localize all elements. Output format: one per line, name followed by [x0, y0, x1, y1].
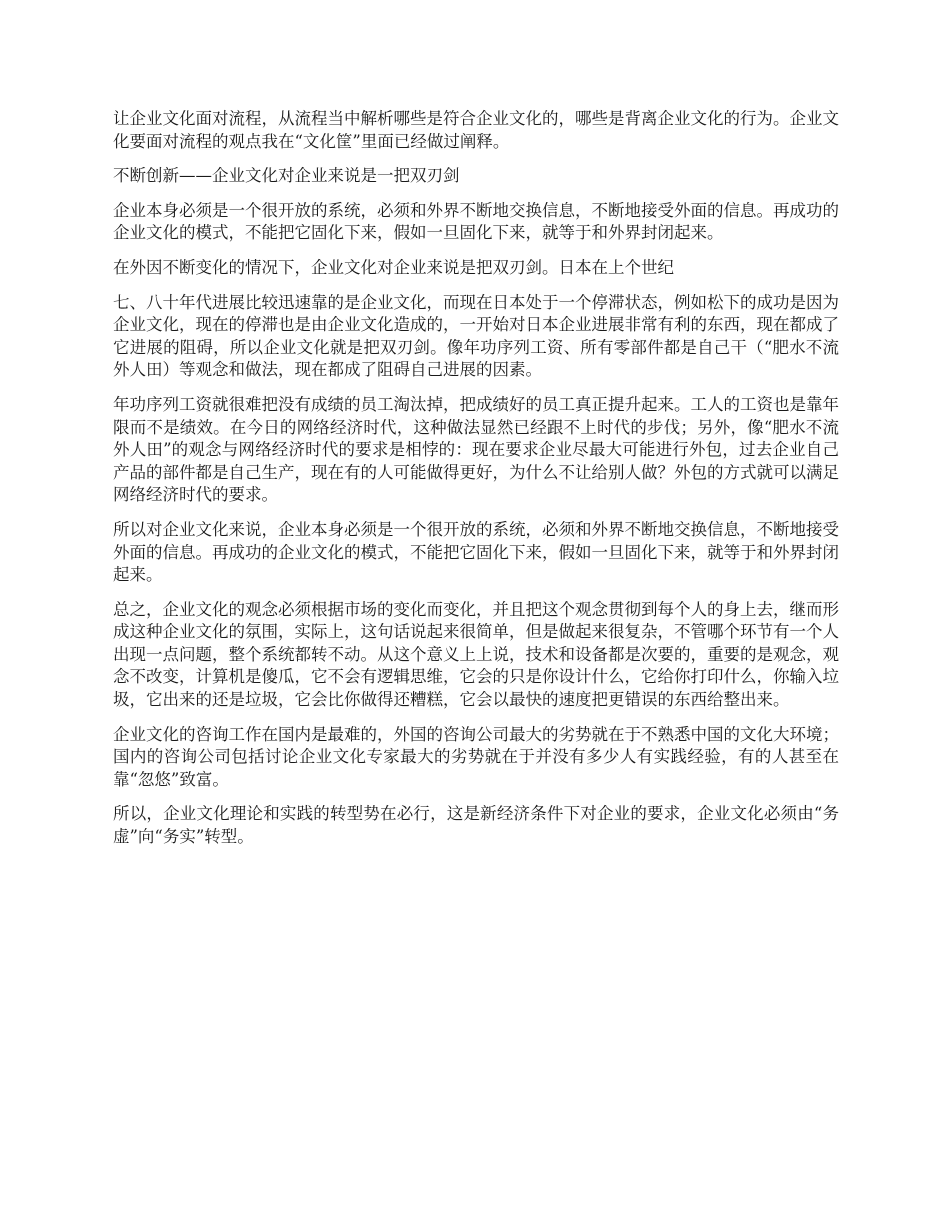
paragraph-open-system-repeat: 所以对企业文化来说，企业本身必须是一个很开放的系统，必须和外界不断地交换信息，不断地接受外面的信息。再成功的企业文化的模式，不能把它固化下来，假如一旦固化下来，就等于和外界封闭起来。	[113, 519, 839, 585]
section-heading-innovation: 不断创新——企业文化对企业来说是一把双刃剑	[113, 166, 460, 186]
paragraph-conclusion-concept: 总之，企业文化的观念必须根据市场的变化而变化，并且把这个观念贯彻到每个人的身上去，继而形成这种企业文化的氛围，实际上，这句话说起来很简单，但是做起来很复杂，不管哪个环节有一个人出现一点问题，整个系统都转不动。从这个意义上上说，技术和设备都是次要的，重要的是观念，观念不改变，计算机是傻瓜，它不会有逻辑思维，它会的只是你设计什么，它给你打印什么，你输入垃圾，它出来的还是垃圾，它会比你做得还糟糕，它会以最快的速度把更错误的东西给整出来。	[113, 599, 839, 710]
paragraph-double-edged-sword: 在外因不断变化的情况下，企业文化对企业来说是把双刃剑。日本在上个世纪	[113, 257, 674, 277]
paragraph-seniority-wage: 年功序列工资就很难把没有成绩的员工淘汰掉，把成绩好的员工真正提升起来。工人的工资也是靠年限而不是绩效。在今日的网络经济时代，这种做法显然已经跟不上时代的步伐；另外，像“肥水不流外人田”的观念与网络经济时代的要求是相悖的：现在要求企业尽最大可能进行外包，过去企业自己产品的部件都是自己生产，现在有的人可能做得更好，为什么不让给别人做？外包的方式就可以满足网络经济时代的要求。	[113, 394, 839, 505]
paragraph-consulting: 企业文化的咨询工作在国内是最难的，外国的咨询公司最大的劣势就在于不熟悉中国的文化大环境；国内的咨询公司包括讨论企业文化专家最大的劣势就在于并没有多少人有实践经验，有的人甚至在靠“忽悠”致富。	[113, 724, 839, 789]
paragraph-transformation: 所以，企业文化理论和实践的转型势在必行，这是新经济条件下对企业的要求，企业文化必须由“务虚”向“务实”转型。	[113, 804, 839, 847]
paragraph-japan-example: 七、八十年代进展比较迅速靠的是企业文化，而现在日本处于一个停滞状态，例如松下的成功是因为企业文化，现在的停滞也是由企业文化造成的，一开始对日本企业进展非常有利的东西，现在都成了它进展的阻碍，所以企业文化就是把双刃剑。像年功序列工资、所有零部件都是自己干（“肥水不流外人田）等观念和做法，现在都成了阻碍自己进展的因素。	[113, 292, 839, 380]
paragraph-open-system: 企业本身必须是一个很开放的系统，必须和外界不断地交换信息，不断地接受外面的信息。再成功的企业文化的模式，不能把它固化下来，假如一旦固化下来，就等于和外界封闭起来。	[113, 200, 839, 243]
paragraph-process-culture: 让企业文化面对流程，从流程当中解析哪些是符合企业文化的，哪些是背离企业文化的行为。企业文化要面对流程的观点我在“文化筐”里面已经做过阐释。	[113, 109, 839, 151]
document-page	[113, 108, 839, 861]
